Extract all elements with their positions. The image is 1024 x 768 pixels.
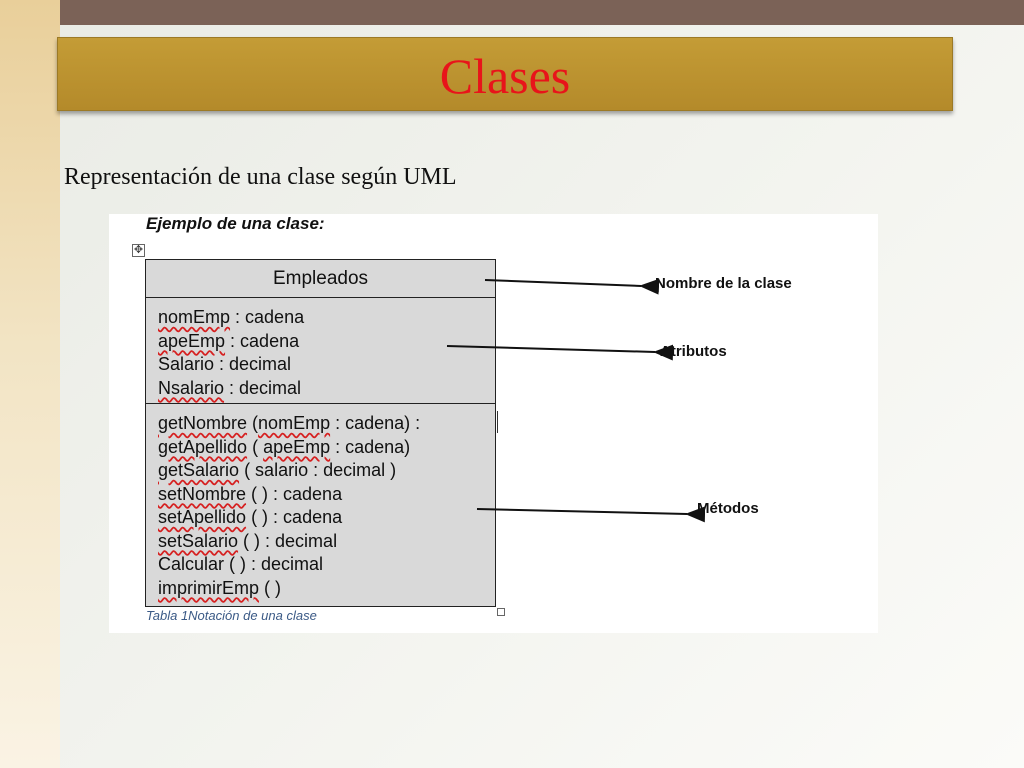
misspelled-word: nomEmp xyxy=(258,413,331,433)
uml-text: ( ) : cadena xyxy=(246,507,343,527)
misspelled-word: setNombre xyxy=(158,483,247,504)
uml-text: : cadena) xyxy=(330,436,411,457)
annotation-arrows xyxy=(109,214,878,633)
uml-text: : cadena xyxy=(230,307,305,327)
methods-label: Métodos xyxy=(697,500,759,517)
figure-caption: Tabla 1Notación de una clase xyxy=(146,608,317,623)
misspelled-word: apeEmp xyxy=(158,330,226,351)
misspelled-word: apeEmp xyxy=(263,436,331,457)
uml-text: ( ) : decimal xyxy=(238,530,338,551)
misspelled-word: getNombre xyxy=(158,413,248,433)
uml-text: : cadena) : xyxy=(330,413,421,433)
slide-title: Clases xyxy=(439,48,571,104)
title-banner xyxy=(57,37,953,111)
uml-text: ( salario : decimal ) xyxy=(239,460,397,480)
uml-text: ( xyxy=(247,413,259,433)
arrow-methods xyxy=(477,509,687,514)
arrow-attributes xyxy=(447,346,655,352)
uml-text: Salario : decimal xyxy=(158,354,292,374)
uml-figure xyxy=(109,214,878,633)
table-move-handle-icon[interactable]: ✥ xyxy=(133,244,144,256)
misspelled-word: getApellido xyxy=(158,436,248,457)
misspelled-word: setApellido xyxy=(158,507,247,527)
misspelled-word: imprimirEmp xyxy=(158,577,259,598)
attributes-label: Atributos xyxy=(660,343,727,360)
uml-text: Calcular ( ) : decimal xyxy=(158,554,324,574)
left-decorative-band xyxy=(0,0,60,768)
misspelled-word: Nsalario xyxy=(158,377,225,398)
class-name-label: Nombre de la clase xyxy=(655,275,792,292)
uml-class-name: Empleados xyxy=(146,260,495,298)
uml-text: : decimal xyxy=(224,377,302,398)
uml-text: ( ) : cadena xyxy=(246,483,343,504)
uml-text: ( xyxy=(247,436,264,457)
slide-subtitle: Representación de una clase según UML xyxy=(64,164,457,190)
misspelled-word: setSalario xyxy=(158,530,239,551)
misspelled-word: getSalario xyxy=(158,460,240,480)
arrow-class-name xyxy=(485,280,641,286)
uml-text: : cadena xyxy=(225,330,300,351)
uml-text: ( ) xyxy=(259,577,281,598)
figure-heading: Ejemplo de una clase: xyxy=(146,214,325,233)
misspelled-word: nomEmp xyxy=(158,307,231,327)
top-decorative-bar xyxy=(60,0,1024,25)
